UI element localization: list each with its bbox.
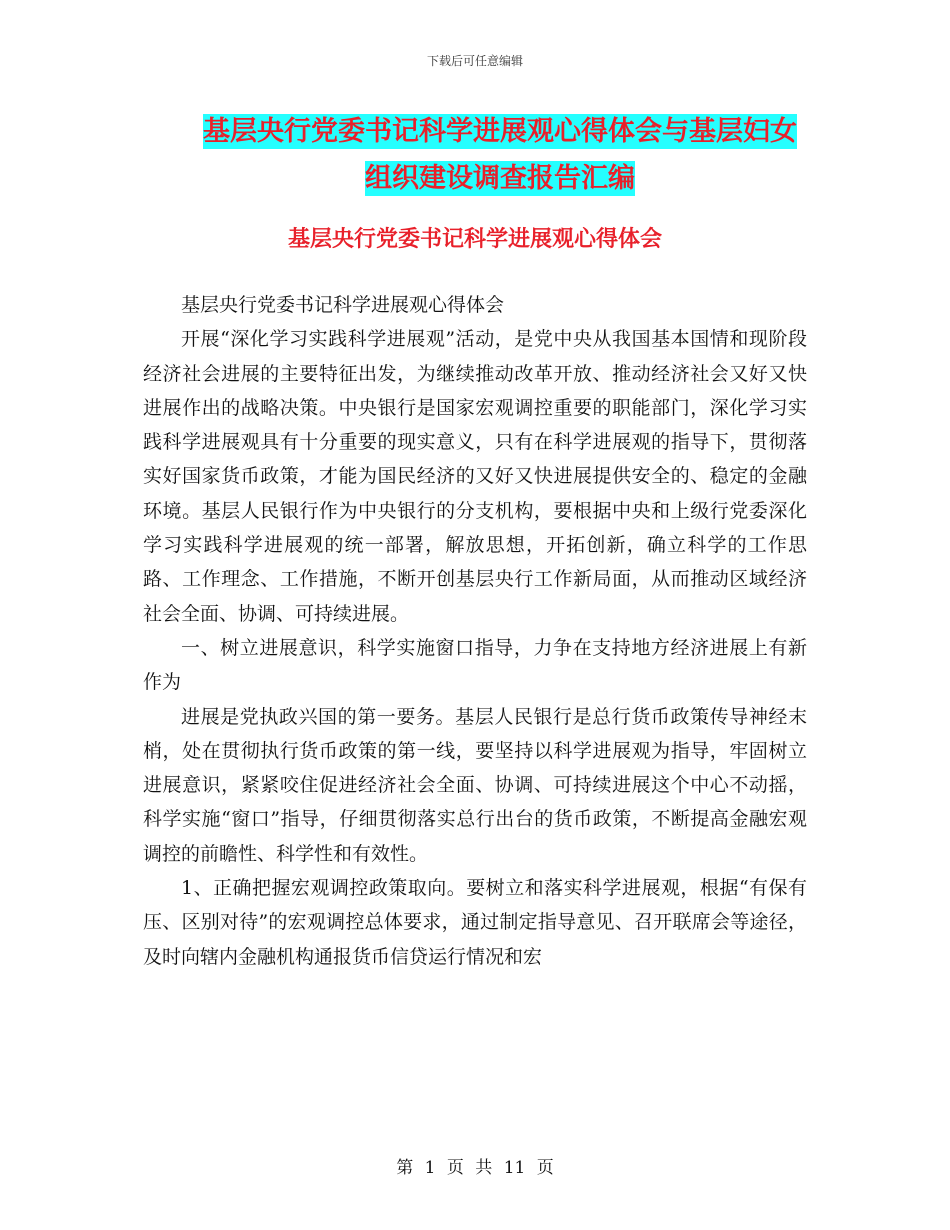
section-title: 基层央行党委书记科学进展观心得体会 — [287, 227, 662, 252]
page-footer: 第 1 页 共 11 页 — [396, 1158, 554, 1178]
paragraph: 开展“深化学习实践科学进展观”活动，是党中央从我国基本国情和现阶段经济社会进展的主要特征出发，为继续推动改革开放、推动经济社会又好又快进展作出的战略决策。中央银行是国家宏观调控重要的职能部门，深化学习实践科学进展观具有十分重要的现实意义，只有在科学进展观的指导下，贯彻落实好国家货币政策，才能为国民经济的又好又快进展提供安全的、稳定的金融环境。基层人民银行作为中央银行的分支机构，要根据中央和上级行党委深化学习实践科学进展观的统一部署，解放思想，开拓创新，确立科学的工作思路、工作理念、工作措施，不断开创基层央行工作新局面，从而推动区域经济社会全面、协调、可持续进展。 — [143, 328, 807, 625]
document-title-text: 基层央行党委书记科学进展观心得体会与基层妇女组织建设调查报告汇编 — [203, 116, 797, 194]
header-note: 下载后可任意编辑 — [426, 54, 523, 68]
document-title — [190, 108, 810, 202]
paragraph: 一、树立进展意识，科学实施窗口指导，力争在支持地方经济进展上有新作为 — [143, 636, 807, 694]
document-body — [143, 288, 807, 974]
paragraph: 进展是党执政兴国的第一要务。基层人民银行是总行货币政策传导神经末梢，处在贯彻执行货币政策的第一线，要坚持以科学进展观为指导，牢固树立进展意识，紧紧咬住促进经济社会全面、协调、可持续进展这个中心不动摇，科学实施“窗口”指导，仔细贯彻落实总行出台的货币政策，不断提高金融宏观调控的前瞻性、科学性和有效性。 — [143, 705, 807, 865]
paragraph: 基层央行党委书记科学进展观心得体会 — [181, 294, 505, 316]
paragraph: 1、正确把握宏观调控政策取向。要树立和落实科学进展观，根据“有保有压、区别对待”的宏观调控总体要求，通过制定指导意见、召开联席会等途径，及时向辖内金融机构通报货币信贷运行情况和宏 — [143, 877, 807, 968]
